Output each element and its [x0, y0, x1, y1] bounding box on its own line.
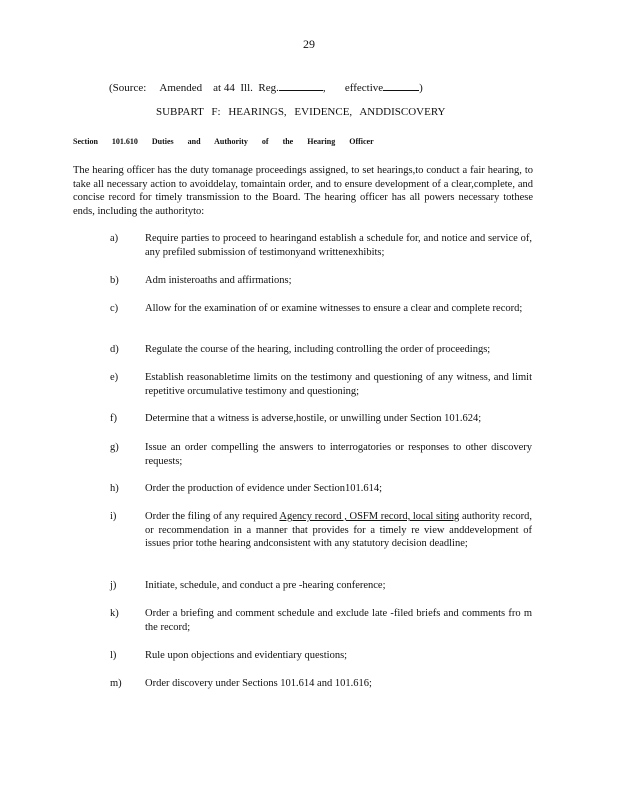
list-item-text — [145, 510, 532, 551]
intro-paragraph: The hearing officer has the duty tomanage proceedings assigned, to set hearings,to conduct a fair hearing, to take all necessary action to avoiddelay, tomaintain order, and to ensure development of a clear,complete, and concise record for timely transmission to the Board. The hearing officer has all powers necessary tothese ends, including the authorityto: — [73, 165, 533, 217]
list-item — [110, 302, 532, 316]
list-item-letter: g) — [110, 442, 119, 453]
list-item-text: Allow for the examination of or examine witnesses to ensure a clear and complete record; — [145, 303, 523, 314]
list-item — [110, 343, 532, 357]
list-item-letter: l) — [110, 650, 117, 661]
source-middle: , effective — [322, 82, 384, 94]
list-item — [110, 607, 532, 634]
list-item-text-before: Order the filing of any required — [145, 511, 280, 522]
source-note — [109, 80, 423, 94]
list-item-text-after: authority record, or recommendation in a manner that provides for a timely re view anddevelopment of issues prior tothe hearing andconsistent with any statutory decision deadline; — [145, 511, 533, 549]
list-item-letter: m) — [110, 678, 122, 689]
subpart-heading: SUBPART F: HEARINGS, EVIDENCE, ANDDISCOVERY — [156, 106, 446, 118]
underlined-record-types: Agency record , OSFM record, local siting — [279, 511, 460, 522]
list-item-letter: i) — [110, 511, 117, 522]
list-item-letter: a) — [110, 233, 119, 244]
list-item-text: Order discovery under Sections 101.614 and 101.616; — [145, 678, 372, 689]
list-item-text: Rule upon objections and evidentiary questions; — [145, 650, 348, 661]
source-prefix: (Source: Amended at 44 Ill. Reg. — [109, 82, 279, 94]
list-item-text: Establish reasonabletime limits on the testimony and questioning of any witness, and limit repetitive orcumulative testimony and questioning; — [145, 372, 532, 397]
blank-effective-date — [383, 80, 419, 91]
page-number: 29 — [303, 37, 315, 51]
list-item-letter: k) — [110, 608, 119, 619]
list-item-text: Require parties to proceed to hearingand establish a schedule for, and notice and service of, any prefiled submission of testimonyand writtenexhibits; — [145, 233, 532, 258]
list-item-letter: f) — [110, 413, 117, 424]
list-item — [110, 579, 532, 593]
list-item-letter: c) — [110, 303, 119, 314]
source-suffix: ) — [419, 82, 423, 94]
list-item — [110, 482, 532, 496]
list-item-text: Regulate the course of the hearing, including controlling the order of proceedings; — [145, 344, 491, 355]
section-heading: Section 101.610 Duties and Authority of the Hearing Officer — [73, 137, 374, 146]
list-item-text: Initiate, schedule, and conduct a pre -hearing conference; — [145, 580, 386, 591]
list-item — [110, 274, 532, 288]
list-item-letter: h) — [110, 483, 119, 494]
list-item — [110, 649, 532, 663]
list-item-text: Determine that a witness is adverse,hostile, or unwilling under Section 101.624; — [145, 413, 482, 424]
list-item — [110, 441, 532, 468]
list-item-letter: d) — [110, 344, 119, 355]
list-item — [110, 510, 532, 551]
list-item — [110, 412, 532, 426]
list-item-text: Order a briefing and comment schedule and exclude late -filed briefs and comments fro m the record; — [145, 608, 532, 633]
blank-register-number — [279, 80, 323, 91]
list-item — [110, 232, 532, 259]
list-item-text: Adm inisteroaths and affirmations; — [145, 275, 292, 286]
list-item-letter: j) — [110, 580, 117, 591]
list-item — [110, 371, 532, 398]
list-item-text: Issue an order compelling the answers to interrogatories or responses to other discovery requests; — [145, 442, 532, 467]
list-item-letter: e) — [110, 372, 119, 383]
list-item-text: Order the production of evidence under Section101.614; — [145, 483, 383, 494]
list-item-letter: b) — [110, 275, 119, 286]
list-item — [110, 677, 532, 691]
